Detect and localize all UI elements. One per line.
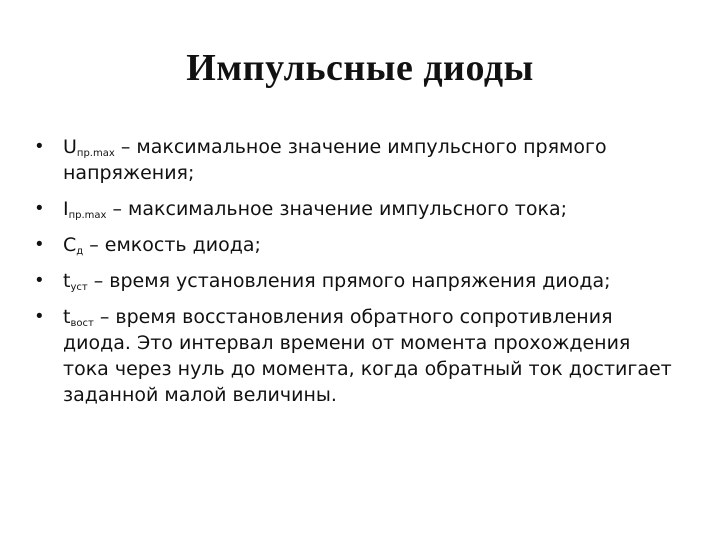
parameter-symbol: t — [63, 306, 71, 328]
list-item — [36, 304, 676, 408]
list-item — [36, 196, 676, 222]
parameter-symbol: C — [63, 234, 77, 256]
parameter-subscript: вост — [70, 318, 94, 329]
parameter-description: – время восстановления обратного сопротивления диода. Это интервал времени от момента прохождения тока через нуль до момента, когда обратный ток достигает заданной малой величины. — [63, 306, 672, 406]
bullet-icon: • — [36, 198, 43, 219]
parameter-description: – емкость диода; — [83, 234, 261, 256]
bullet-icon: • — [36, 234, 43, 255]
parameter-description: – максимальное значение импульсного прямого напряжения; — [63, 136, 607, 184]
list-item — [36, 232, 676, 258]
parameter-description: – максимальное значение импульсного тока; — [106, 198, 568, 220]
parameter-subscript: уст — [70, 282, 88, 293]
list-item — [36, 268, 676, 294]
parameter-description: – время установления прямого напряжения диода; — [87, 270, 611, 292]
parameter-symbol: t — [63, 270, 71, 292]
list-item — [36, 134, 676, 186]
bullet-icon: • — [36, 306, 43, 327]
parameter-subscript: д — [76, 246, 84, 257]
bullet-icon: • — [36, 270, 43, 291]
parameter-symbol: I — [63, 198, 69, 220]
parameter-subscript: пр.max — [68, 210, 107, 221]
slide-title: Импульсные диоды — [186, 47, 534, 89]
parameter-symbol: U — [63, 136, 77, 158]
bullet-icon: • — [36, 136, 43, 157]
parameter-subscript: пр.max — [76, 148, 115, 159]
bullet-list — [36, 134, 676, 418]
